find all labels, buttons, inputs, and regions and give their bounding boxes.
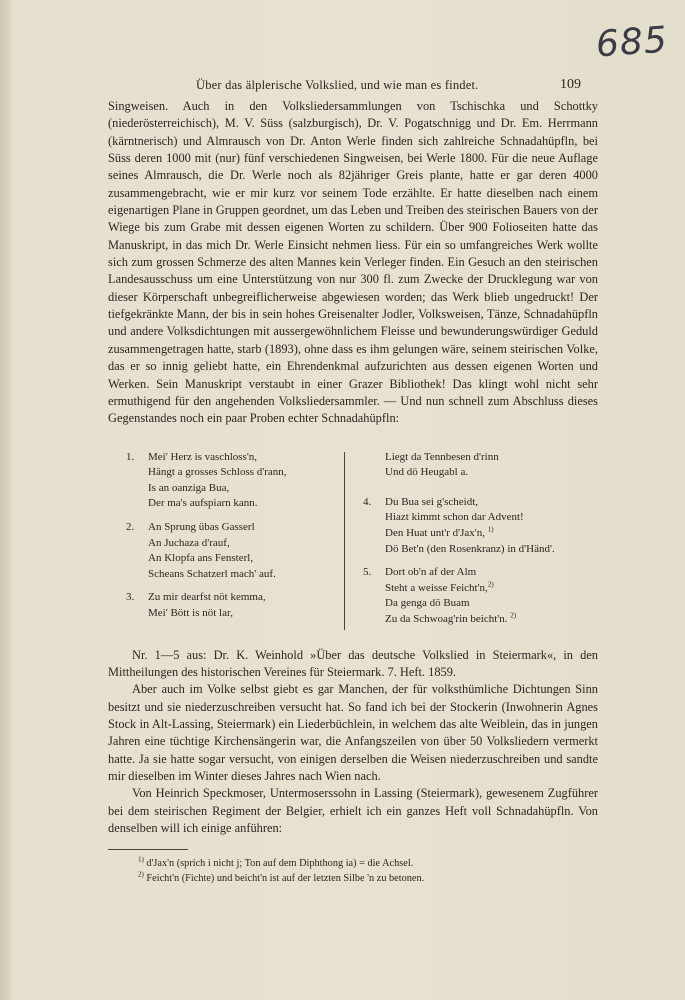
verse-line: Zu mir dearfst nöt kemma, — [148, 591, 266, 604]
stanza-1 — [126, 450, 331, 512]
stanza-number: 4. — [363, 495, 372, 508]
paragraph-3: Aber auch im Volke selbst giebt es gar Manchen, der für volksthümliche Dichtungen Sinn besitzt und sie niederzuschreiben versucht hat. So fand ich bei der Stockerin (Inwohnerin Agnes Stock in Alt-Lassing, Steiermark) ein Liederbüchlein, in welchem das alte Weiblein, das in jungen Jahren eine tüchtige Kirchensängerin war, die Anfangszeilen von über 50 Volksliedern vermerkt hatte. Ja sie hatte sogar versucht, von einigen derselben die Weisen niederzuschreiben und sandte mir dieselben im Winter dieses Jahres nach Wien nach. — [108, 682, 598, 783]
stanza-4 — [363, 495, 598, 557]
paragraph-4: Von Heinrich Speckmoser, Untermoserssohn in Lassing (Steiermark), gewesenem Zugführer bei dem steirischen Regiment der Belgier, erhielt ich ein ganzes Heft voll Schnadahüpfln. Von denselben will ich einige anführen: — [108, 786, 598, 835]
footnote-rule — [108, 849, 188, 850]
footnote-marker: 1) — [487, 525, 494, 534]
stanza-number: 5. — [363, 566, 372, 579]
verse-text: Den Huat unt'r d'Jax'n, — [385, 526, 486, 539]
footnote-marker: 2) — [510, 611, 517, 620]
verse-line: An Sprung übas Gasserl — [148, 520, 255, 533]
verse-line: Dö Bet'n (den Rosenkranz) in d'Händ'. — [385, 542, 555, 555]
verse-line: Dort ob'n af der Alm — [385, 566, 477, 579]
stanza-5 — [363, 565, 598, 627]
paragraph-1: Singweisen. Auch in den Volksliedersammlungen von Tschischka und Schottky (niederösterreichisch), M. V. Süss (salzburgisch), Dr. V. Pogatschnigg und Dr. Em. Herrmann (kärntnerisch) und Almrausch von Dr. Anton Werle finden sich zahlreiche Schnadahüpfln, bei Süss deren 1000 mit (nur) fünf verschiedenen Singweisen, bei Werle 1800. Für die neue Auflage seines Almrausch, die Dr. Werle noch als 82jähriger Greis plante, hatte er gar deren 4000 zusammengebracht, wie er mir kurz vor seinem Tode erzählte. Er hatte dieselben nach einem eigenartigen Plane in Gruppen geordnet, um das Leben und Treiben des steirischen Bauers von der Wiege bis zum Grabe mit dessen eigenen Worten zu schildern. Über 900 Folioseiten hatte das Manuskript, in das mich Dr. Werle Einsicht nehmen liess. Für ein so umfangreiches Werk wollte sich zum grossen Schmerze des alten Mannes kein Verleger finden. Ein Gesuch an den steirischen Landesausschuss um eine Unterstützung von nur 300 fl. zum Zwecke der Drucklegung war von dieser Körperschaft unbegreiflicherweise abgewiesen worden; das Werk blieb ungedruckt! Der tiefgekränkte Mann, der bis in sein hohes Greisenalter Jodler, Volksweisen, Tänze, Schnadahüpfln und andere Volksdichtungen mit aussergewöhnlichem Fleisse und bewunderungswürdiger Geduld zusammengetragen hatte, starb (1893), ohne dass es ihm gelungen wäre, seinem steirischen Volke, das er so innig geliebt hatte, ein Ehrendenkmal aufzurichten aus dessen eigenen Worten und Werken. Sein Manuskript verstaubt in einer Grazer Bibliothek! Das klingt wohl nicht sehr ermuthigend für den angehenden Volksliedersammler. — Und nun schnell zum Abschluss dieses Gegenstandes noch ein paar Proben echter Schnadahüpfln: — [108, 99, 598, 426]
verse-line: Du Bua sei g'scheidt, — [385, 495, 479, 508]
page-body — [108, 98, 598, 886]
verse-line: An Juchaza d'rauf, — [148, 536, 230, 549]
running-title: Über das älplerische Volkslied, und wie man es findet. — [196, 78, 479, 92]
stanza-number: 2. — [126, 520, 135, 533]
verse-line: Der ma's aufspiarn kann. — [148, 497, 258, 510]
paragraph-2: Nr. 1—5 aus: Dr. K. Weinhold »Über das deutsche Volkslied in Steiermark«, in den Mittheilungen des historischen Vereines für Steiermark. 7. Heft. 1859. — [108, 647, 598, 679]
verse-line: Hiazt kimmt schon dar Advent! — [385, 511, 524, 524]
stanza-3-continuation — [363, 450, 598, 481]
footnote-1 — [108, 856, 598, 871]
footnote-mark: 2) — [138, 870, 144, 879]
stanza-number: 1. — [126, 450, 135, 463]
verse-line: Mei' Herz is vaschloss'n, — [148, 450, 258, 463]
verse-line: Scheans Schatzerl mach' auf. — [148, 567, 276, 580]
verse-text: Zu da Schwoag'rin beicht'n. — [385, 612, 508, 625]
footnote-text: d'Jax'n (sprich i nicht j; Ton auf dem Diphthong ia) = die Achsel. — [146, 858, 414, 870]
verse-line: Da genga dö Buam — [385, 597, 470, 610]
stanza-2 — [126, 520, 331, 582]
verse-block — [108, 450, 598, 635]
verse-line: Liegt da Tennbesen d'rinn — [385, 450, 499, 463]
verse-line — [363, 612, 598, 628]
verse-line: Mei' Bött is nöt lar, — [148, 606, 233, 619]
verse-line — [363, 581, 598, 597]
verse-line: Hängt a grosses Schloss d'rann, — [148, 466, 287, 479]
page-number: 109 — [560, 77, 581, 92]
stanza-3 — [126, 590, 331, 621]
footnote-2 — [108, 871, 598, 886]
verse-line: Und dö Heugabl a. — [385, 466, 469, 479]
page-spine-shadow — [0, 0, 10, 1000]
verse-line — [363, 526, 598, 542]
verse-column-divider — [344, 452, 345, 630]
footnote-text: Feicht'n (Fichte) und beicht'n ist auf der letzten Silbe 'n zu betonen. — [146, 873, 425, 885]
verse-text: Steht a weisse Feicht'n, — [385, 581, 488, 594]
footnote-mark: 1) — [138, 855, 144, 864]
verse-column-right — [363, 450, 598, 636]
verse-column-left — [126, 450, 331, 630]
verse-line: Is an oanziga Bua, — [148, 481, 230, 494]
handwritten-page-annotation: 685 — [594, 19, 670, 66]
verse-line: An Klopfa ans Fensterl, — [148, 552, 254, 565]
footnote-marker: 2) — [487, 580, 494, 589]
stanza-number: 3. — [126, 591, 135, 604]
